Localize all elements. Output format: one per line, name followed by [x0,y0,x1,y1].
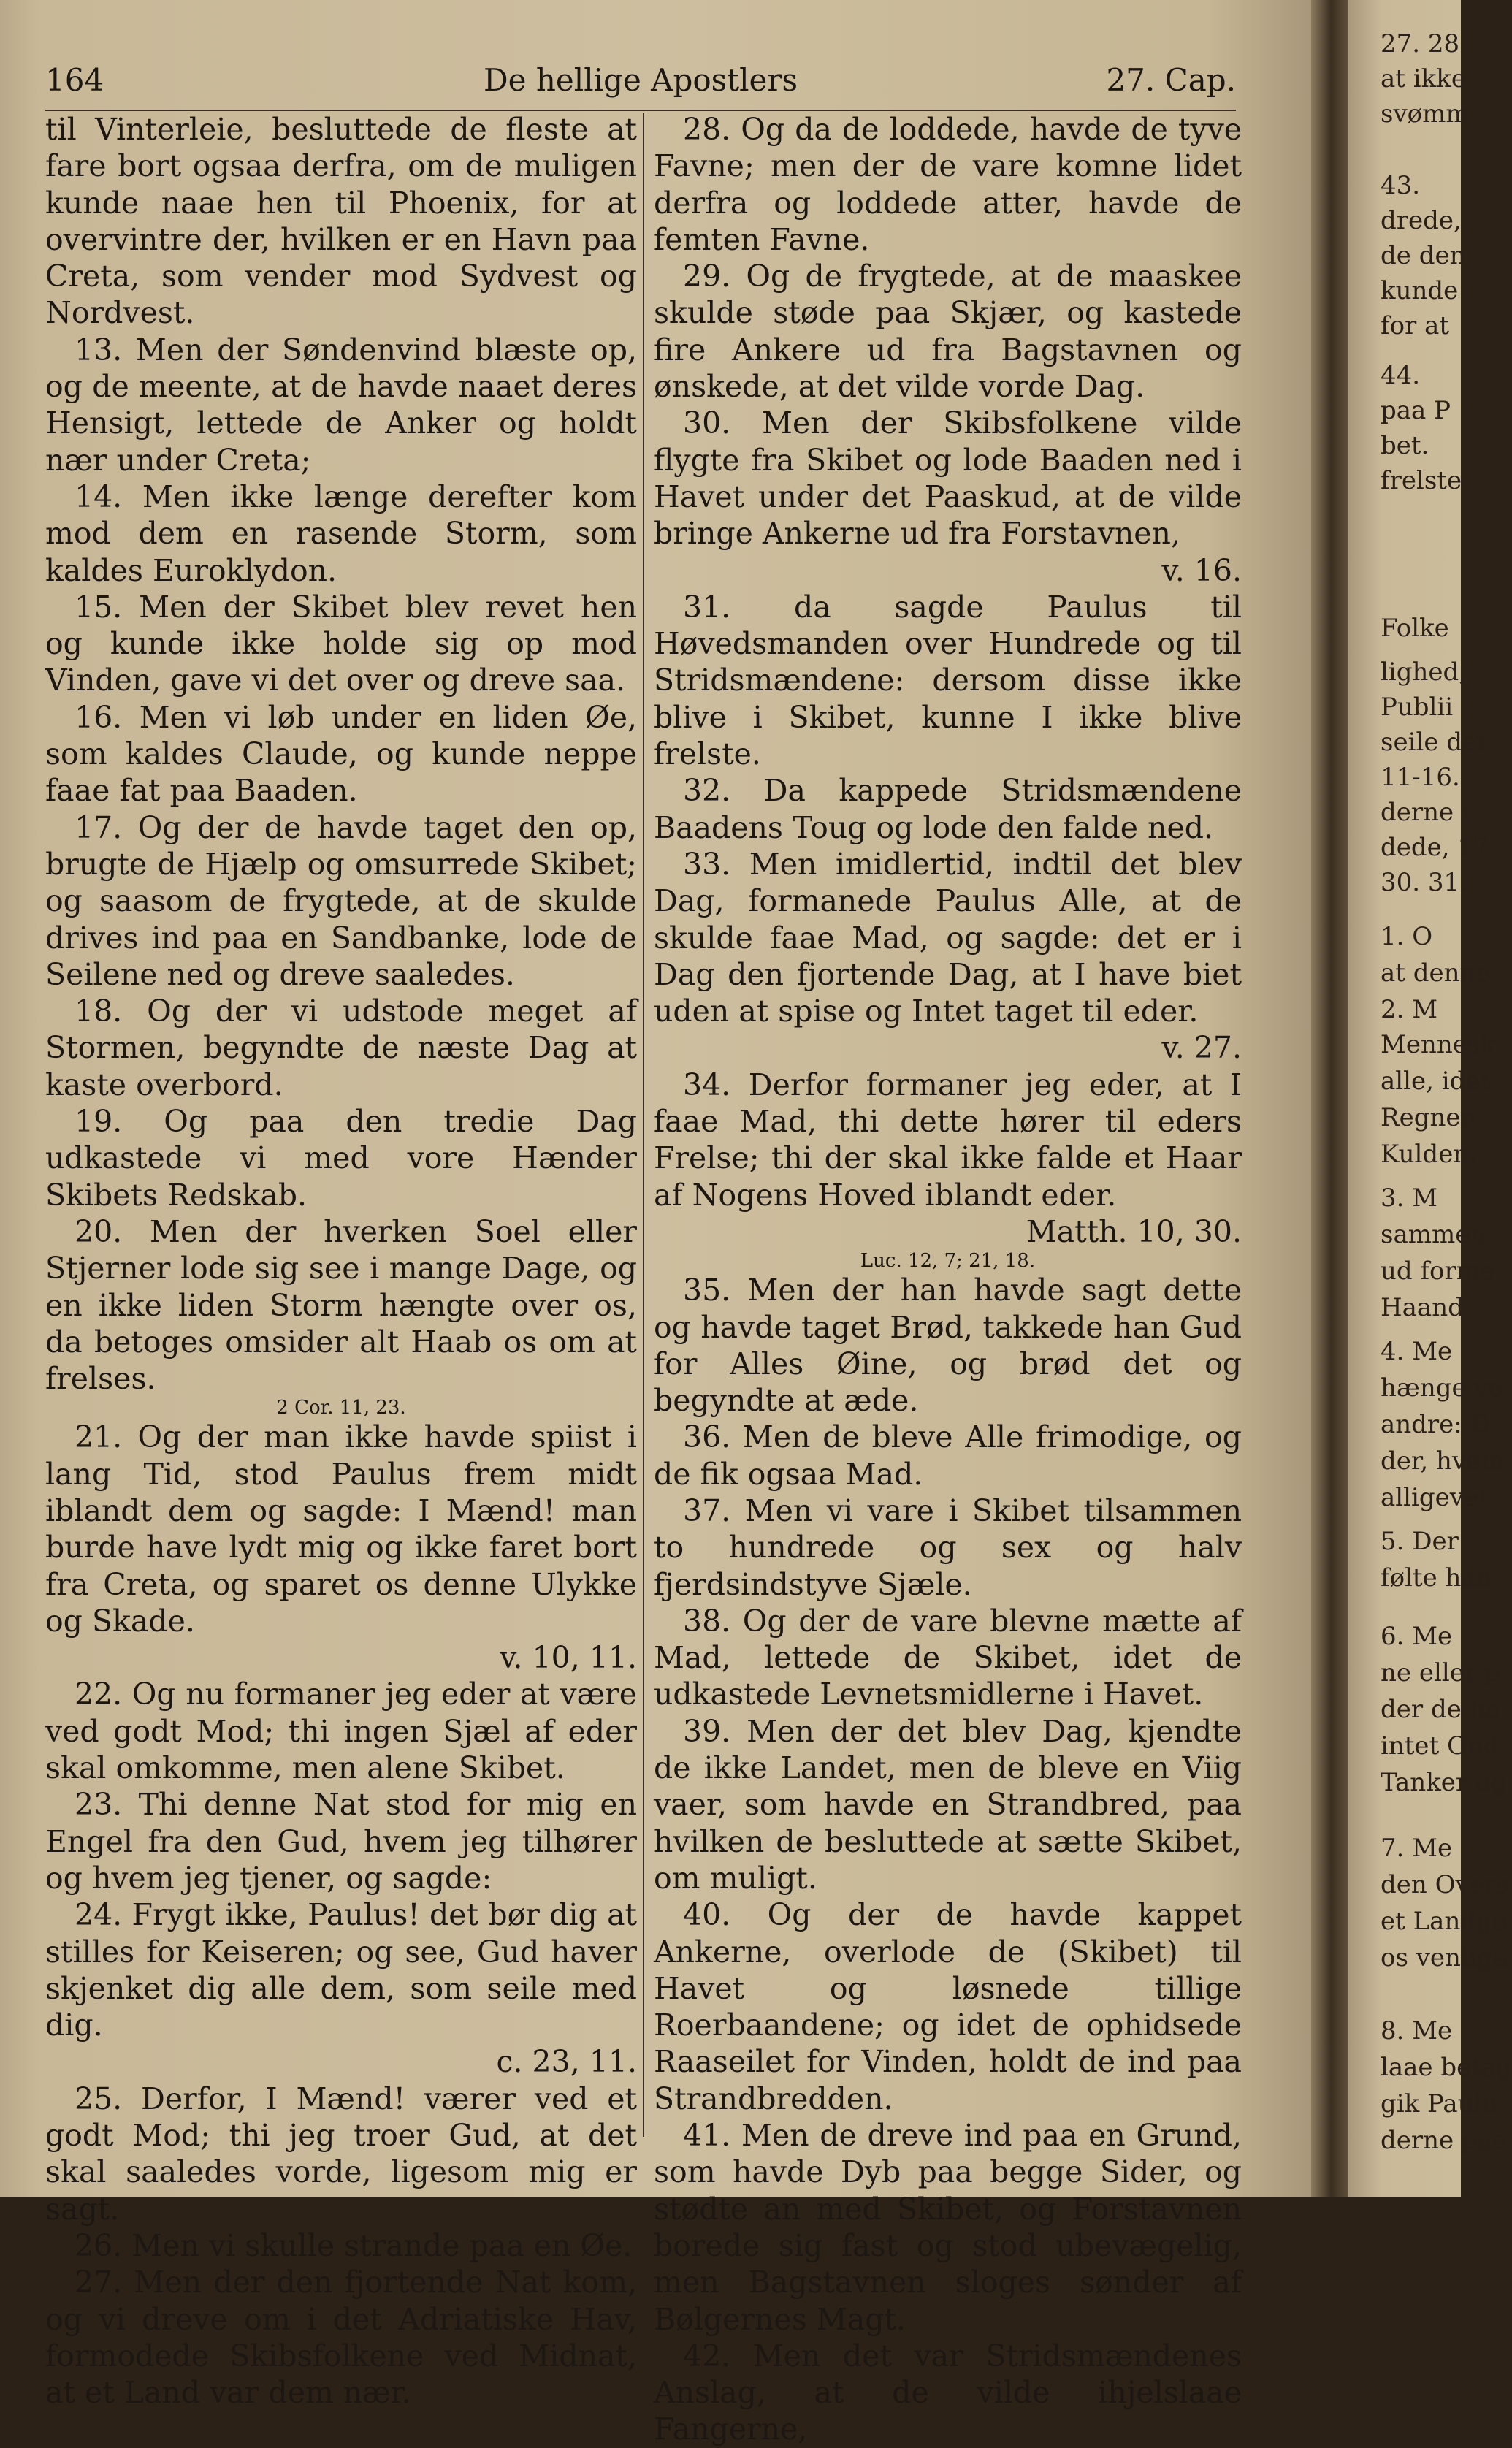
cross-reference: Matth. 10, 30. [1026,1213,1242,1249]
verse-text: 32. Da kappede Stridsmændene Baadens Toug og lode den falde ned. [654,773,1242,845]
facing-page-text: 3. M [1381,1183,1438,1213]
verse-text: 17. Og der de havde taget den op, brugte de Hjælp og omsurrede Skibet; og saasom de frygtede, at de skulde drives ind paa en Sandbanke, lode de Seilene ned og dreve saaledes. [45,809,637,992]
verse [654,1603,1242,1713]
facing-page-text: 44. [1381,361,1421,390]
facing-page-text: 11-16. [1381,763,1460,792]
verse [45,1896,637,2080]
verse [45,2081,637,2227]
verse-text: 24. Frygt ikke, Paulus! det bør dig at stilles for Keiseren; og see, Gud haver skjenket dig alle dem, som seile med dig. [45,1897,637,2043]
facing-page-text: Kulden. [1381,1140,1478,1169]
facing-page-text: svømm [1381,99,1470,129]
verse-text: 25. Derfor, I Mænd! værer ved et godt Mod; thi jeg troer Gud, at det skal saaledes vorde, ligesom mig er sagt. [45,2081,637,2227]
verse-text: 18. Og der vi udstode meget af Stormen, begyndte de næste Dag at kaste overbord. [45,994,637,1102]
verse-text: 22. Og nu formaner jeg eder at være ved godt Mod; thi ingen Sjæl af eder skal omkomme, men alene Skibet. [45,1677,637,1786]
facing-page-text: der de ha [1381,1695,1500,1724]
facing-page-text: 7. Me [1381,1834,1453,1863]
verse-text: 34. Derfor formaner jeg eder, at I faae Mad, thi dette hører til eders Frelse; thi der skal ikke falde et Haar af Nogens Hoved iblandt eder. [654,1067,1242,1213]
facing-page-text: at denne [1381,958,1491,988]
verse-text: 27. Men der den fjortende Nat kom, og vi dreve om i det Adriatiske Hav, formodede Skibsfolkene ved Midnat, at et Land var dem nær. [45,2265,637,2411]
facing-page-text: Tanker og [1381,1768,1507,1797]
verse [654,846,1242,1067]
verse-text: 42. Men det var Stridsmændenes Anslag, at de vilde ihjelslaae Fangerne, [654,2338,1242,2447]
facing-page-text: at ikke [1381,64,1466,94]
verse-text: 15. Men der Skibet blev revet hen og kunde ikke holde sig op mod Vinden, gave vi det over og dreve saa. [45,589,637,698]
facing-page-text: for at [1381,311,1450,340]
facing-page-text: Mennesk [1381,1030,1495,1059]
verse [654,258,1242,405]
verse-text: 33. Men imidlertid, indtil det blev Dag, formanede Paulus Alle, at de skulde faae Mad, og sagde: det er i Dag den fjortende Dag, at I have biet uden at spise og Intet taget til eder. [654,846,1242,1029]
verse-text: 26. Men vi skulle strande paa en Øe. [75,2227,633,2263]
verse [45,478,637,589]
verse [45,2227,637,2264]
verse-text: 36. Men de bleve Alle frimodige, og de fik ogsaa Mad. [654,1419,1242,1492]
verse [45,1103,637,1213]
verse [45,2264,637,2411]
right-column [654,111,1242,2448]
facing-page-text: andre: D [1381,1410,1490,1439]
verse [45,1676,637,1786]
facing-page-text: hænge ve [1381,1373,1503,1403]
left-column [45,111,637,2411]
verse-text: 21. Og der man ikke havde spiist i lang Tid, stod Paulus frem midt iblandt dem og sagde: I Mænd! man burde have lydt mig og ikke faret bort fra Creta, og sparet os denne Ulykke og Skade. [45,1419,637,1639]
verse-text: 31. da sagde Paulus til Høvedsmanden over Hundrede og til Stridsmændene: dersom disse ikke blive i Skibet, kunne I ikke blive frelste. [654,589,1242,772]
facing-page-text: 6. Me [1381,1622,1453,1651]
verse [654,2117,1242,2338]
cross-reference: v. 16. [1161,552,1242,588]
verse-text: til Vinterleie, besluttede de fleste at fare bort ogsaa derfra, om de muligen kunde naae hen til Phoenix, for at overvintre der, hvilken er en Havn paa Creta, som vender mod Sydvest og Nordvest. [45,112,637,331]
facing-page-text: alligevel [1381,1483,1486,1512]
facing-page-text: 30. 31. [1381,868,1467,897]
verse [45,1213,637,1397]
verse-text: 20. Men der hverken Soel eller Stjerner lode sig see i mange Dage, og en ikke liden Storm hængte over os, da betoges omsider alt Haab os om at frelses. [45,1213,637,1397]
verse-text: 23. Thi denne Nat stod for mig en Engel fra den Gud, hvem jeg tilhører og hvem jeg tjener, og sagde: [45,1787,637,1896]
verse [45,111,637,332]
cross-reference: v. 27. [1161,1030,1242,1066]
verse [654,111,1242,258]
facing-page-text: seile der [1381,728,1489,757]
facing-page-text: os venlige [1381,1943,1508,1972]
verse [45,809,637,993]
chapter-label: 27. Cap. [1106,62,1236,98]
page-number: 164 [45,62,104,98]
verse [654,1067,1242,1250]
facing-page-text: 2. M [1381,995,1438,1024]
running-head [45,58,1236,110]
verse [45,993,637,1103]
verse [654,772,1242,846]
facing-page-text: de den [1381,241,1466,270]
book-gutter [1311,0,1348,2197]
facing-page-text: 4. Me [1381,1337,1453,1366]
verse [654,2338,1242,2448]
facing-page-text: Publii [1381,693,1454,722]
facing-page-text: 43. [1381,171,1421,200]
cross-reference: c. 23, 11. [496,2044,637,2080]
verse-text: 37. Men vi vare i Skibet tilsammen to hundrede og sex og halv fjerdsindstyve Sjæle. [654,1492,1242,1602]
facing-page-text: der, hvem [1381,1446,1505,1476]
facing-page-text: frelste [1381,466,1462,495]
verse-text: 39. Men der det blev Dag, kjendte de ikke Landet, men de bleve en Viig vaer, som havde en Strandbred, paa hvilken de besluttede at sætte Skibet, om muligt. [654,1713,1242,1896]
verse-text: 19. Og paa den tredie Dag udkastede vi med vore Hænder Skibets Redskab. [45,1104,637,1213]
facing-page-text: 27. 28 [1381,29,1460,58]
facing-page-text: ne eller p [1381,1658,1500,1688]
verse-text: 16. Men vi løb under en liden Øe, som kaldes Claude, og kunde neppe faae fat paa Baaden. [45,699,637,809]
verse-text: 29. Og de frygtede, at de maaskee skulde støde paa Skjær, og kastede fire Ankere ud fra Bagstavnen og ønskede, at det vilde vorde Dag. [654,259,1242,405]
facing-page-text: sammen [1381,1220,1486,1249]
column-divider [643,113,644,2137]
facing-page-text: Regnen, [1381,1103,1485,1132]
facing-page-text: intet Ond [1381,1731,1500,1761]
facing-page-text: alle, idet [1381,1067,1491,1096]
verse [45,699,637,809]
running-title: De hellige Apostlers [483,62,798,98]
verse-text: 40. Og der de havde kappet Ankerne, overlode de (Skibet) til Havet og løsnede tillige Roerbaandene; og idet de ophidsede Raaseilet for Vinden, holdt de ind paa Strandbredden. [654,1897,1242,2116]
facing-page-text: kunde [1381,276,1459,305]
facing-page-text: laae betag [1381,2053,1512,2082]
verse [654,405,1242,588]
facing-page-text: den Overs [1381,1870,1509,1899]
facing-page-text: 8. Me [1381,2016,1453,2045]
verse [45,332,637,478]
facing-page-text: et Landgo [1381,1907,1508,1936]
facing-page-text: drede, [1381,206,1462,235]
facing-page-text: 5. Der [1381,1527,1459,1556]
verse-text: 38. Og der de vare blevne mætte af Mad, lettede de Skibet, idet de udkastede Levnetsmidlerne i Havet. [654,1603,1242,1712]
facing-page-fragment [1348,0,1512,2197]
facing-page-text: bet. [1381,431,1429,460]
verse-text: 28. Og da de loddede, havde de tyve Favne; men der de vare komne lidet derfra og loddede atter, havde de femten Favne. [654,112,1242,257]
verse [45,1419,637,1676]
verse [654,1713,1242,1896]
facing-page-text: paa P [1381,396,1451,425]
verse [654,1492,1242,1603]
facing-page-text: ud forme [1381,1257,1495,1286]
facing-page-text: dede, 17 [1381,833,1489,862]
facing-page-text: derne i [1381,798,1470,827]
facing-page-text: Folke [1381,614,1449,643]
verse [654,1272,1242,1419]
verse-text: 30. Men der Skibsfolkene vilde flygte fra Skibet og lode Baaden ned i Havet under det Paaskud, at de vilde bringe Ankerne ud fra Forstavnen, [654,405,1242,552]
facing-page-text: Haand. [1381,1293,1472,1322]
facing-page-text: følte han [1381,1563,1492,1593]
verse [45,1786,637,1896]
verse-text: 13. Men der Søndenvind blæste op, og de meente, at de havde naaet deres Hensigt, lettede de Anker og holdt nær under Creta; [45,332,637,478]
facing-page-text: gik Paulu [1381,2089,1498,2119]
verse-text: 35. Men der han havde sagt dette og havde taget Brød, takkede han Gud for Alles Øine, og brød det og begyndte at æde. [654,1273,1242,1419]
verse-text: 14. Men ikke længe derefter kom mod dem en rasende Storm, som kaldes Euroklydon. [45,478,637,588]
verse [654,589,1242,772]
verse [654,1896,1242,2117]
verse [45,589,637,699]
verse-text: 41. Men de dreve ind paa en Grund, som havde Dyb paa begge Sider, og stødte an med Skibet, og Forstavnen borede sig fast og stod ubevægelig, men Bagstavnen sloges sønder af Bølgernes Magt. [654,2118,1242,2337]
verse [654,1419,1242,1492]
reference-note: 2 Cor. 11, 23. [276,1397,406,1419]
reference-note: Luc. 12, 7; 21, 18. [860,1250,1036,1273]
cross-reference: v. 10, 11. [500,1640,637,1676]
facing-page-text: 1. O [1381,922,1433,951]
facing-page-text: lighed, [1381,657,1467,687]
facing-page-text: derne paa [1381,2126,1508,2155]
